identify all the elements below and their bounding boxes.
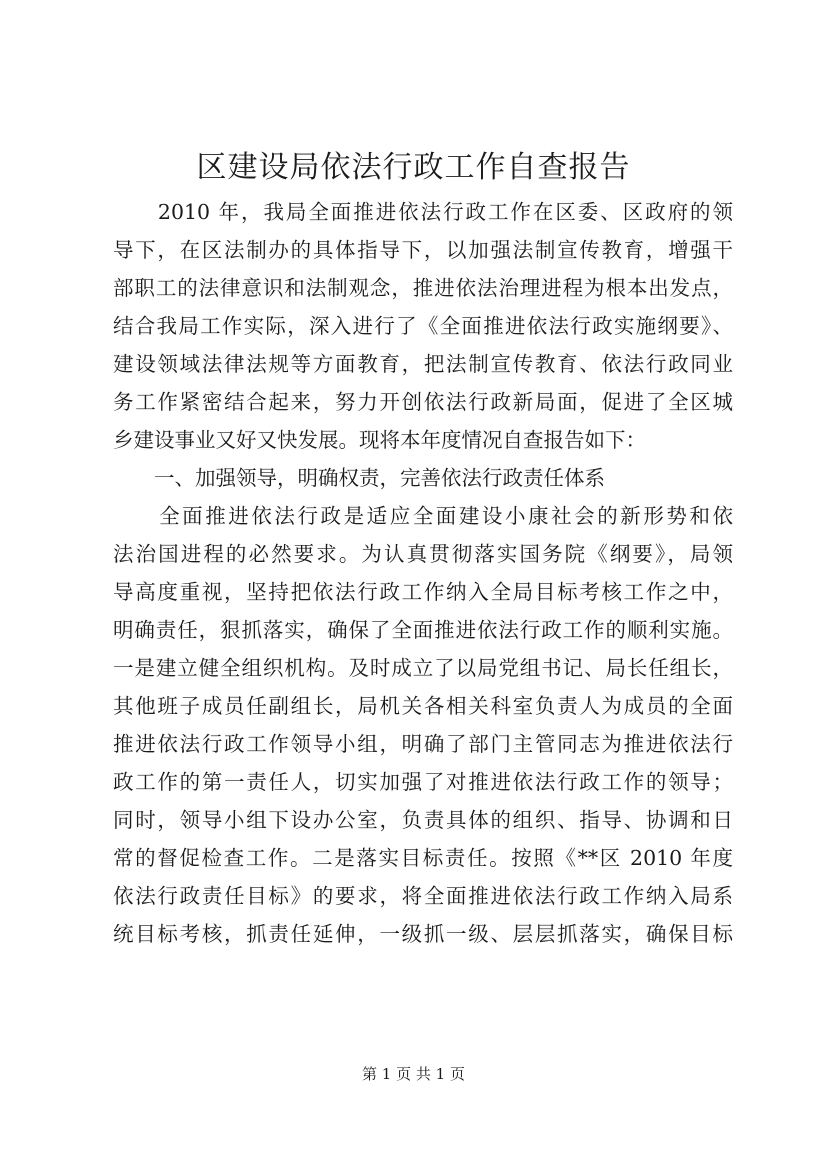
body-line: 法治国进程的必然要求。为认真贯彻落实国务院《纲要》，局领: [113, 542, 733, 566]
section-heading: 一、加强领导，明确权责，完善依法行政责任体系: [113, 466, 605, 490]
body-line: 政工作的第一责任人，切实加强了对推进依法行政工作的领导；: [113, 770, 733, 794]
body-line: 务工作紧密结合起来，努力开创依法行政新局面，促进了全区城: [113, 390, 733, 414]
body-line: 导高度重视，坚持把依法行政工作纳入全局目标考核工作之中，: [113, 580, 733, 604]
body-line: 依法行政责任目标》的要求，将全面推进依法行政工作纳入局系: [113, 884, 733, 908]
body-line: 部职工的法律意识和法制观念，推进依法治理进程为根本出发点，: [113, 276, 733, 300]
body-line: 2010 年，我局全面推进依法行政工作在区委、区政府的领: [113, 200, 733, 224]
body-line: 其他班子成员任副组长，局机关各相关科室负责人为成员的全面: [113, 694, 733, 718]
body-line: 结合我局工作实际，深入进行了《全面推进依法行政实施纲要》、: [113, 314, 733, 338]
body-line: 常的督促检查工作。二是落实目标责任。按照《**区 2010 年度: [113, 846, 733, 870]
body-line: 全面推进依法行政是适应全面建设小康社会的新形势和依: [113, 504, 733, 528]
document-title: 区建设局依法行政工作自查报告: [196, 150, 631, 185]
body-line: 导下，在区法制办的具体指导下，以加强法制宣传教育，增强干: [113, 238, 733, 262]
body-line: 明确责任，狠抓落实，确保了全面推进依法行政工作的顺利实施。: [113, 618, 733, 642]
body-line: 乡建设事业又好又快发展。现将本年度情况自查报告如下：: [113, 428, 646, 452]
body-line: 一是建立健全组织机构。及时成立了以局党组书记、局长任组长，: [113, 656, 733, 680]
body-line: 建设领域法律法规等方面教育，把法制宣传教育、依法行政同业: [113, 352, 733, 376]
page-number-footer: 第 1 页 共 1 页: [362, 1065, 465, 1083]
body-line: 同时，领导小组下设办公室，负责具体的组织、指导、协调和日: [113, 808, 733, 832]
body-line: 推进依法行政工作领导小组，明确了部门主管同志为推进依法行: [113, 732, 733, 756]
body-line: 统目标考核，抓责任延伸，一级抓一级、层层抓落实，确保目标: [113, 922, 733, 946]
